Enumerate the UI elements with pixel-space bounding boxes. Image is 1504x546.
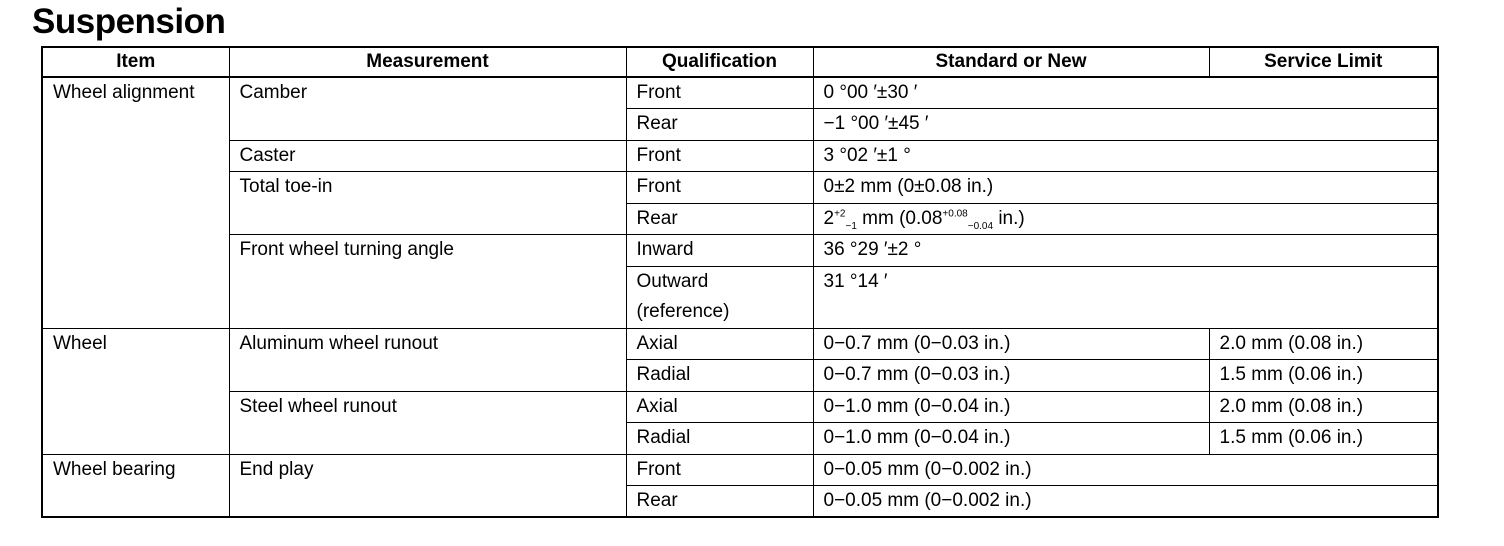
- standard-cell: 36 °29 ′±2 °: [813, 235, 1438, 267]
- qualification-line: (reference): [636, 300, 730, 322]
- tolerance-mid: mm (0.08: [856, 207, 943, 229]
- standard-cell: [813, 203, 1438, 235]
- standard-cell: 0−0.05 mm (0−0.002 in.): [813, 454, 1438, 486]
- standard-cell: −1 °00 ′±45 ′: [813, 109, 1438, 141]
- limit-cell: 1.5 mm (0.06 in.): [1209, 423, 1438, 455]
- tolerance-upper: +2: [834, 208, 846, 220]
- header-qualification: Qualification: [626, 47, 813, 77]
- qualification-cell: Radial: [626, 360, 813, 392]
- header-measurement: Measurement: [229, 47, 626, 77]
- standard-cell: 0−1.0 mm (0−0.04 in.): [813, 391, 1209, 423]
- standard-cell: 0−1.0 mm (0−0.04 in.): [813, 423, 1209, 455]
- standard-cell: 3 °02 ′±1 °: [813, 140, 1438, 172]
- page-title: Suspension: [32, 2, 226, 41]
- qualification-line: Outward: [636, 270, 709, 292]
- tolerance-upper-in: +0.08: [942, 208, 968, 220]
- tolerance-lower: −1: [845, 220, 857, 232]
- qualification-cell: Axial: [626, 391, 813, 423]
- table-row: [42, 140, 1438, 172]
- qualification-cell: Front: [626, 77, 813, 109]
- qualification-cell: Radial: [626, 423, 813, 455]
- standard-cell: 0−0.7 mm (0−0.03 in.): [813, 360, 1209, 392]
- limit-cell: 2.0 mm (0.08 in.): [1209, 391, 1438, 423]
- tolerance-end: in.): [993, 207, 1025, 229]
- header-item: Item: [42, 47, 229, 77]
- table-row: [42, 235, 1438, 267]
- standard-cell: 31 °14 ′: [813, 266, 1438, 328]
- qualification-cell: Rear: [626, 203, 813, 235]
- measurement-cell: Camber: [229, 77, 626, 140]
- header-standard: Standard or New: [813, 47, 1209, 77]
- limit-cell: 1.5 mm (0.06 in.): [1209, 360, 1438, 392]
- standard-cell: 0−0.7 mm (0−0.03 in.): [813, 328, 1209, 360]
- item-cell: Wheel: [42, 328, 229, 454]
- qualification-cell: Front: [626, 454, 813, 486]
- standard-cell: 0−0.05 mm (0−0.002 in.): [813, 486, 1438, 518]
- measurement-cell: Total toe-in: [229, 172, 626, 235]
- qualification-cell: Rear: [626, 486, 813, 518]
- measurement-cell: Steel wheel runout: [229, 391, 626, 454]
- qualification-cell: Rear: [626, 109, 813, 141]
- tolerance-base: 2: [823, 207, 835, 229]
- suspension-spec-table: [41, 46, 1439, 518]
- table-header-row: [42, 47, 1438, 77]
- qualification-cell: Axial: [626, 328, 813, 360]
- qualification-cell: Inward: [626, 235, 813, 267]
- standard-cell: 0 °00 ′±30 ′: [813, 77, 1438, 109]
- table-row: [42, 77, 1438, 109]
- tolerance-lower-in: −0.04: [967, 220, 994, 232]
- measurement-cell: Caster: [229, 140, 626, 172]
- standard-cell: 0±2 mm (0±0.08 in.): [813, 172, 1438, 204]
- measurement-cell: Aluminum wheel runout: [229, 328, 626, 391]
- item-cell: Wheel bearing: [42, 454, 229, 517]
- measurement-cell: Front wheel turning angle: [229, 235, 626, 329]
- limit-cell: 2.0 mm (0.08 in.): [1209, 328, 1438, 360]
- qualification-cell: Front: [626, 172, 813, 204]
- item-cell: Wheel alignment: [42, 77, 229, 328]
- table-row: [42, 391, 1438, 423]
- measurement-cell: End play: [229, 454, 626, 517]
- table-row: [42, 172, 1438, 204]
- qualification-cell: [626, 266, 813, 328]
- header-service-limit: Service Limit: [1209, 47, 1438, 77]
- qualification-cell: Front: [626, 140, 813, 172]
- table-row: [42, 328, 1438, 360]
- table-row: [42, 454, 1438, 486]
